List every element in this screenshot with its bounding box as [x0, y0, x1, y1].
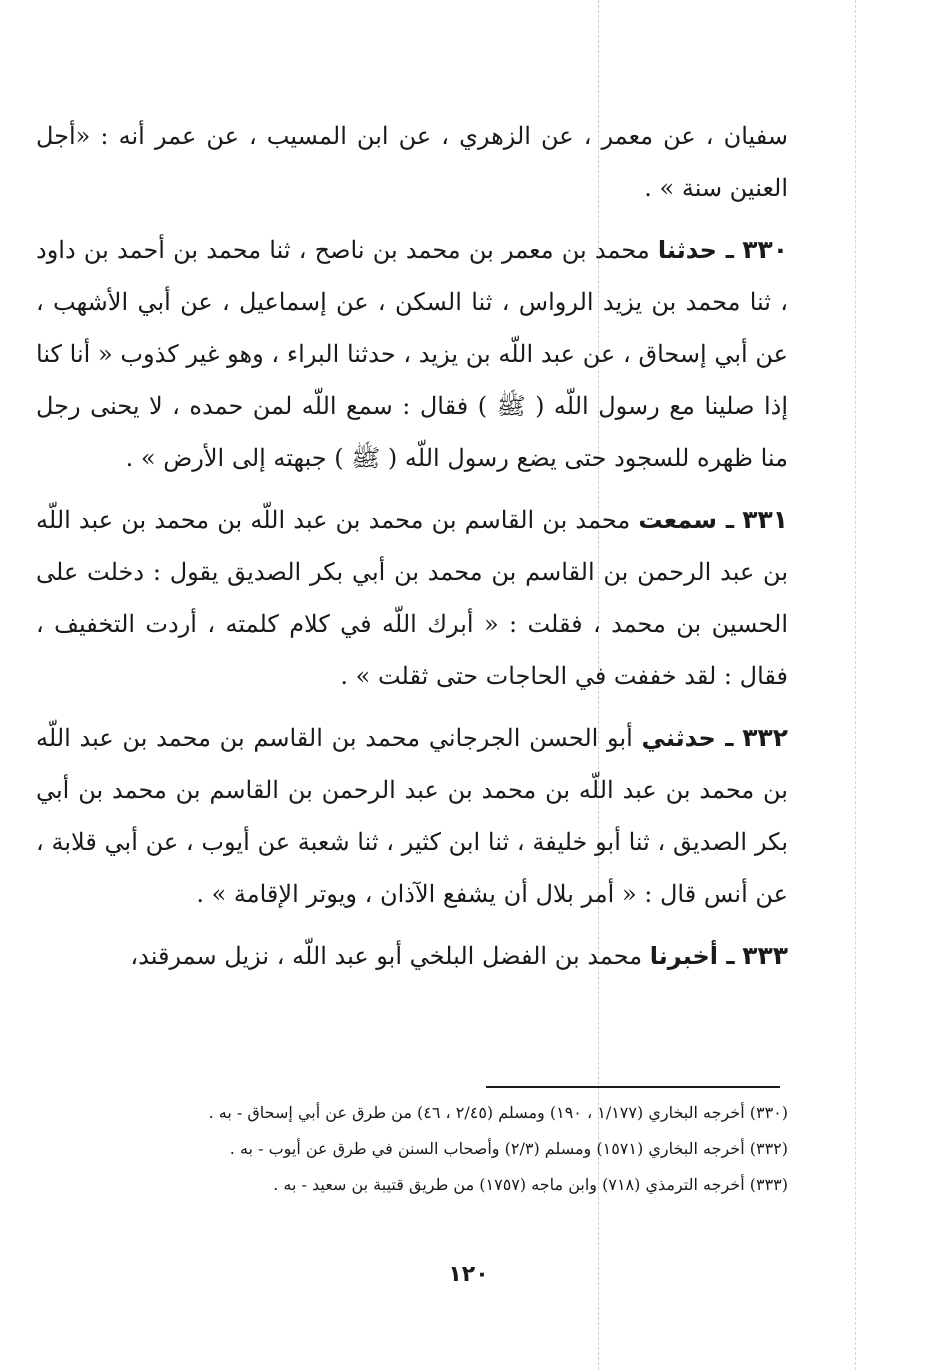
paragraph-text: محمد بن القاسم بن محمد بن عبد اللّه بن محمد بن عبد اللّه بن عبد الرحمن بن القاسم بن محمد بن أبي بكر الصديق يقول : دخلت على الحسين بن محمد ، فقلت : « أبرك اللّه في كلام كلمته ، أردت التخفيف ، فقال : لقد خففت في الحاجات حتى ثقلت » . [36, 506, 789, 690]
paragraph-text: سفيان ، عن معمر ، عن الزهري ، عن ابن المسيب ، عن عمر أنه : «أجل العنين سنة » . [36, 122, 788, 202]
hadith-333 [36, 930, 788, 982]
paragraph-text: أبو الحسن الجرجاني محمد بن القاسم بن محمد بن عبد اللّه بن محمد بن عبد اللّه بن محمد بن عبد الرحمن بن القاسم بن محمد بن أبي بكر الصديق ، ثنا أبو خليفة ، ثنا ابن كثير ، ثنا شعبة عن أيوب ، عن أبي قلابة ، عن أنس قال : « أمر بلال أن يشفع الآذان ، ويوتر الإقامة » . [36, 724, 788, 908]
hadith-330 [36, 224, 788, 484]
hadith-number: ٣٣٢ [742, 723, 788, 752]
footnotes [36, 1098, 788, 1206]
paragraph-text: محمد بن معمر بن محمد بن ناصح ، ثنا محمد بن أحمد بن داود ، ثنا محمد بن يزيد الرواس ، ثنا السكن ، عن إسماعيل ، عن أبي الأشهب ، عن أبي إسحاق ، عن عبد اللّه بن يزيد ، حدثنا البراء ، وهو غير كذوب « أنا كنا إذا صلينا مع رسول اللّه ( ﷺ ) فقال : سمع اللّه لمن حمده ، لا يحنى رجل منا ظهره للسجود حتى يضع رسول اللّه ( ﷺ ) جبهته إلى الأرض » . [36, 236, 788, 472]
hadith-number: ٣٣٠ [742, 235, 788, 264]
scan-fold-line [855, 0, 856, 1370]
footnote: (٣٣٢) أخرجه البخاري (١٥٧١) ومسلم (٢/٣) وأصحاب السنن في طرق عن أيوب - به . [229, 1139, 788, 1158]
hadith-keyword: حدثنا [657, 236, 717, 264]
hadith-331 [36, 494, 788, 702]
hadith-dash: ـ [718, 942, 735, 970]
paragraph-text: محمد بن الفضل البلخي أبو عبد اللّه ، نزيل سمرقند، [130, 942, 643, 970]
footnote: (٣٣٣) أخرجه الترمذي (٧١٨) وابن ماجه (١٧٥٧) من طريق قتيبة بن سعيد - به . [273, 1175, 788, 1194]
hadith-332 [36, 712, 788, 920]
page-number: ١٢٠ [448, 1262, 489, 1287]
footnote: (٣٣٠) أخرجه البخاري (١/١٧٧ ، ١٩٠) ومسلم (٢/٤٥ ، ٤٦) من طرق عن أبي إسحاق - به . [208, 1103, 788, 1122]
hadith-number: ٣٣١ [742, 505, 788, 534]
hadith-dash: ـ [717, 506, 735, 534]
hadith-dash: ـ [716, 236, 735, 264]
hadith-dash: ـ [715, 724, 734, 752]
hadith-number: ٣٣٣ [742, 941, 788, 970]
footnote-separator [486, 1086, 780, 1088]
hadith-keyword: سمعت [638, 506, 717, 534]
paragraph-continuation [36, 110, 788, 214]
hadith-keyword: أخبرنا [649, 942, 719, 970]
main-text [36, 110, 788, 992]
hadith-keyword: حدثني [641, 724, 716, 752]
